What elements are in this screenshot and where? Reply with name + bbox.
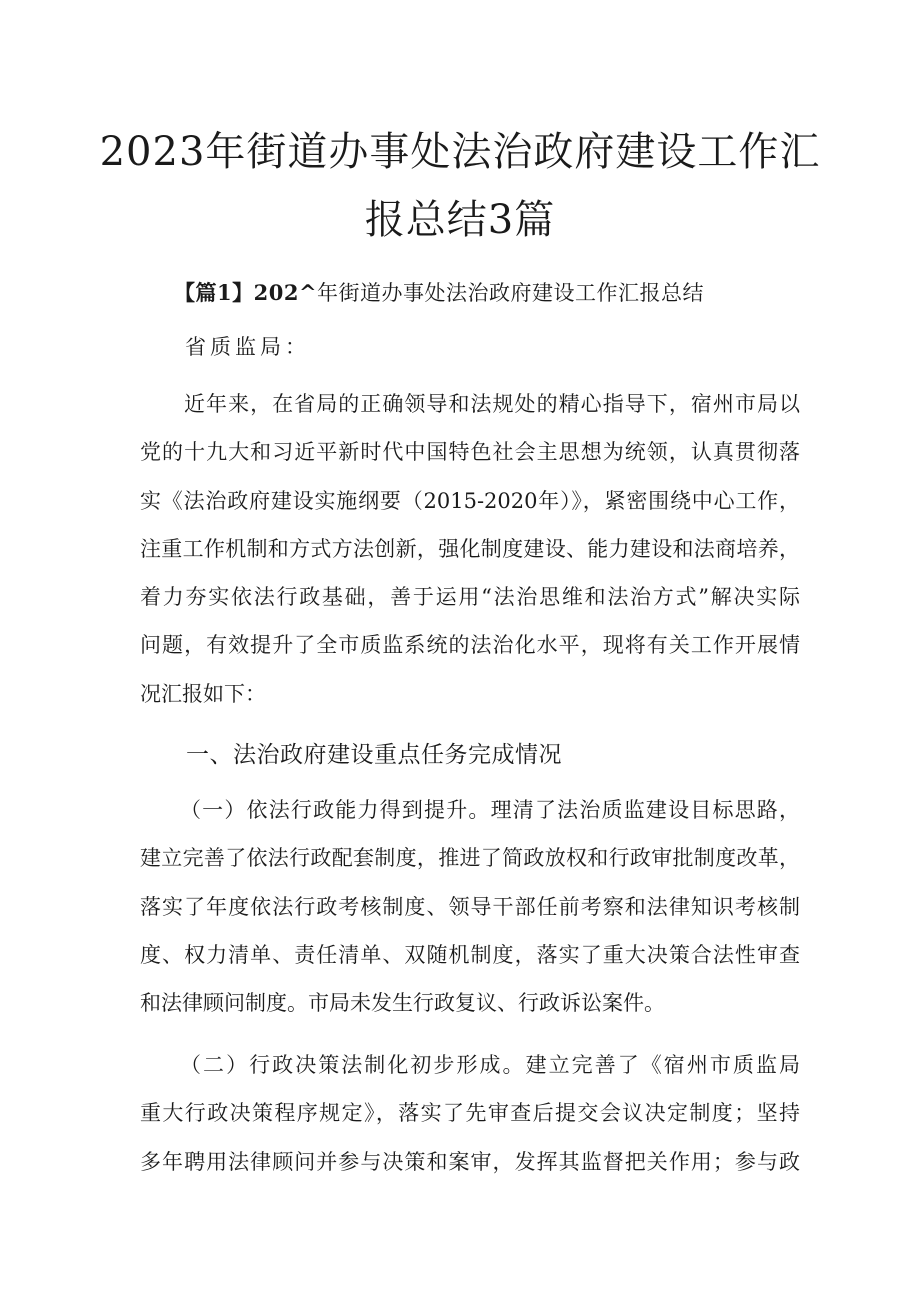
paragraph-line: 实《法治政府建设实施纲要（2015-2020年）》，紧密围绕中心工作， [140,488,800,513]
document-title-line-2: 报总结3篇 [364,197,556,243]
article-subheading [174,281,704,305]
paragraph-line: （一）依法行政能力得到提升。理清了法治质监建设目标思路， [180,798,800,822]
paragraph-section-2 [140,1053,800,1198]
paragraph-line: 多年聘用法律顾问并参与决策和案审，发挥其监督把关作用；参与政 [140,1149,800,1174]
paragraph-section-1 [140,798,800,1039]
paragraph-line: （二）行政决策法制化初步形成。建立完善了《宿州市质监局 [180,1053,800,1077]
paragraph-line: 着力夯实依法行政基础，善于运用“法治思维和法治方式”解决实际 [140,585,800,610]
paragraph-line: 况汇报如下： [140,681,266,706]
paragraph-line: 建立完善了依法行政配套制度，推进了简政放权和行政审批制度改革， [140,846,800,871]
salutation: 省质监局： [185,335,310,359]
article-tag: 【篇1】202^ [174,280,318,305]
section-heading: 一、法治政府建设重点任务完成情况 [186,742,562,768]
paragraph-intro [140,392,800,730]
paragraph-line: 度、权力清单、责任清单、双随机制度，落实了重大决策合法性审查 [140,942,800,967]
paragraph-line: 注重工作机制和方式方法创新，强化制度建设、能力建设和法商培养， [140,536,800,561]
paragraph-line: 落实了年度依法行政考核制度、领导干部任前考察和法律知识考核制 [140,894,800,919]
paragraph-line: 党的十九大和习近平新时代中国特色社会主思想为统领，认真贯彻落 [140,440,800,465]
paragraph-line: 重大行政决策程序规定》，落实了先审查后提交会议决定制度；坚持 [140,1101,800,1126]
paragraph-line: 近年来，在省局的正确领导和法规处的精心指导下，宿州市局以 [184,392,800,416]
article-subheading-text: 年街道办事处法治政府建设工作汇报总结 [317,281,705,305]
paragraph-line: 问题，有效提升了全市质监系统的法治化水平，现将有关工作开展情 [140,633,800,658]
paragraph-line: 和法律顾问制度。市局未发生行政复议、行政诉讼案件。 [140,991,665,1016]
document-title-line-1: 2023年街道办事处法治政府建设工作汇 [99,129,821,175]
